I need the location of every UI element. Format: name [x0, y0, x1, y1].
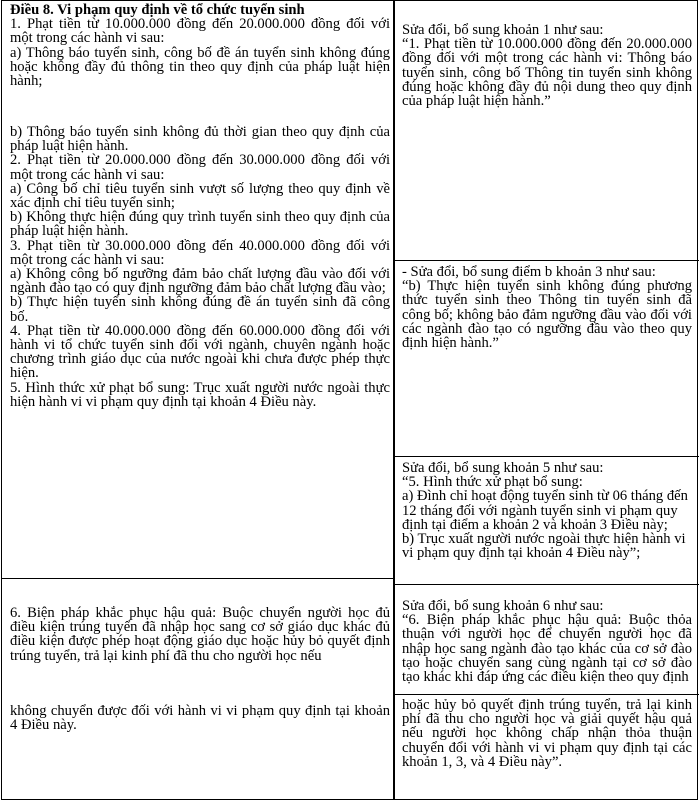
column-divider	[393, 1, 395, 799]
left-row-rule	[2, 578, 393, 579]
clause-3a: a) Không công bố ngưỡng đảm bảo chất lượng đầu vào đối với ngành đào tạo có quy định ngưỡng đảm bảo chất lượng đầu vào;	[10, 266, 390, 297]
amend-5a: a) Đình chỉ hoạt động tuyển sinh từ 06 tháng đến 12 tháng đối với ngành tuyển sinh vi phạm quy định tại điểm a khoản 2 và khoản 3 Điều này;	[402, 488, 688, 533]
right-amend-3	[402, 265, 692, 350]
amend-1-intro: Sửa đổi, bổ sung khoản 1 như sau:	[402, 22, 604, 38]
amendment-table	[1, 0, 698, 800]
right-amend-6-cont	[402, 698, 692, 769]
right-amend-5	[402, 461, 692, 560]
clause-4: 4. Phạt tiền từ 40.000.000 đồng đến 60.000.000 đồng đối với hành vi tổ chức tuyển sinh đối với ngành, chuyên ngành hoặc chương trình giáo dục của nước ngoài khi chưa được phép thực hiện.	[10, 322, 390, 382]
clause-6: 6. Biện pháp khắc phục hậu quả: Buộc chuyển người học đủ điều kiện trúng tuyển đã nhập học sang cơ sở giáo dục khác đủ điều kiện được phép hoạt động giáo dục hoặc hủy bỏ quyết định trúng tuyển, trả lại kinh phí đã thu cho người học nếu	[10, 605, 390, 664]
clause-3: 3. Phạt tiền từ 30.000.000 đồng đến 40.000.000 đồng đối với một trong các hành vi sau:	[10, 237, 390, 268]
amend-1-text: “1. Phạt tiền từ 10.000.000 đồng đến 20.000.000 đồng đối với một trong các hành vi: Thông báo tuyển sinh, công bố Thông tin tuyển sinh không đúng hoặc không đầy đủ nội dung theo quy định của pháp luật hiện hành.”	[402, 36, 692, 110]
clause-6-cont: không chuyển được đối với hành vi vi phạm quy định tại khoản 4 Điều này.	[10, 703, 390, 734]
clause-1b: b) Thông báo tuyển sinh không đủ thời gian theo quy định của pháp luật hiện hành.	[10, 124, 390, 155]
clause-1: 1. Phạt tiền từ 10.000.000 đồng đến 20.000.000 đồng đối với một trong các hành vi sau:	[10, 16, 390, 47]
left-col-top	[10, 3, 390, 88]
right-row-rule-4	[393, 694, 699, 695]
amend-5-text: “5. Hình thức xử phạt bổ sung:	[402, 474, 583, 491]
right-row-rule-3	[393, 584, 699, 585]
amend-6-cont: hoặc hủy bỏ quyết định trúng tuyển, trả lại kinh phí đã thu cho người học và giải quyết hậu quả nếu người học không chấp nhận thỏa thuận chuyển đổi với hành vi vi phạm quy định tại các khoản 1, 3, và 4 Điều này”.	[402, 697, 692, 770]
right-row-rule-2	[393, 456, 699, 457]
clause-1a: a) Thông báo tuyển sinh, công bố đề án tuyển sinh không đúng hoặc không đầy đủ thông tin theo quy định của pháp luật hiện hành;	[10, 44, 390, 90]
clause-5: 5. Hình thức xử phạt bổ sung: Trục xuất người nước ngoài thực hiện hành vi vi phạm quy định tại khoản 4 Điều này.	[10, 379, 390, 410]
right-amend-6	[402, 599, 692, 684]
amend-3-text: “b) Thực hiện tuyển sinh không đúng phương thức tuyển sinh theo Thông tin tuyển sinh đã công bố; không bảo đảm ngưỡng đầu vào đối với các ngành đào tạo có ngưỡng đầu vào theo quy định hiện hành.”	[402, 278, 692, 352]
clause-3b: b) Thực hiện tuyển sinh không đúng đề án tuyển sinh đã công bố.	[10, 294, 390, 325]
amend-5b: b) Trục xuất người nước ngoài thực hiện hành vi vi phạm quy định tại khoản 4 Điều này”;	[402, 531, 686, 562]
article-heading: Điều 8. Vi phạm quy định về tổ chức tuyển sinh	[10, 2, 305, 18]
right-amend-1	[402, 23, 692, 108]
amend-5-intro: Sửa đổi, bổ sung khoản 5 như sau:	[402, 460, 604, 476]
left-col-clause-6	[10, 606, 390, 663]
clause-2a: a) Công bố chỉ tiêu tuyển sinh vượt số lượng theo quy định về xác định chỉ tiêu tuyển sinh;	[10, 180, 390, 212]
right-row-rule-1	[393, 260, 699, 261]
amend-6-text: “6. Biện pháp khắc phục hậu quả: Buộc thỏa thuận với người học để chuyển người học đã nhập học sang ngành đào tạo khác của cơ sở đào tạo hoặc chuyển sang cùng ngành tại cơ sở đào tạo khác khi đáp ứng các điều kiện theo quy định	[402, 612, 692, 686]
amend-6-intro: Sửa đổi, bổ sung khoản 6 như sau:	[402, 598, 604, 614]
left-col-clause-6-cont	[10, 704, 390, 732]
clause-2b: b) Không thực hiện đúng quy trình tuyển sinh theo quy định của pháp luật hiện hành.	[10, 209, 390, 240]
left-col-mid	[10, 125, 390, 409]
clause-2: 2. Phạt tiền từ 20.000.000 đồng đến 30.000.000 đồng đối với một trong các hành vi sau:	[10, 152, 390, 183]
amend-3-intro: - Sửa đổi, bổ sung điểm b khoản 3 như sau:	[402, 264, 656, 280]
